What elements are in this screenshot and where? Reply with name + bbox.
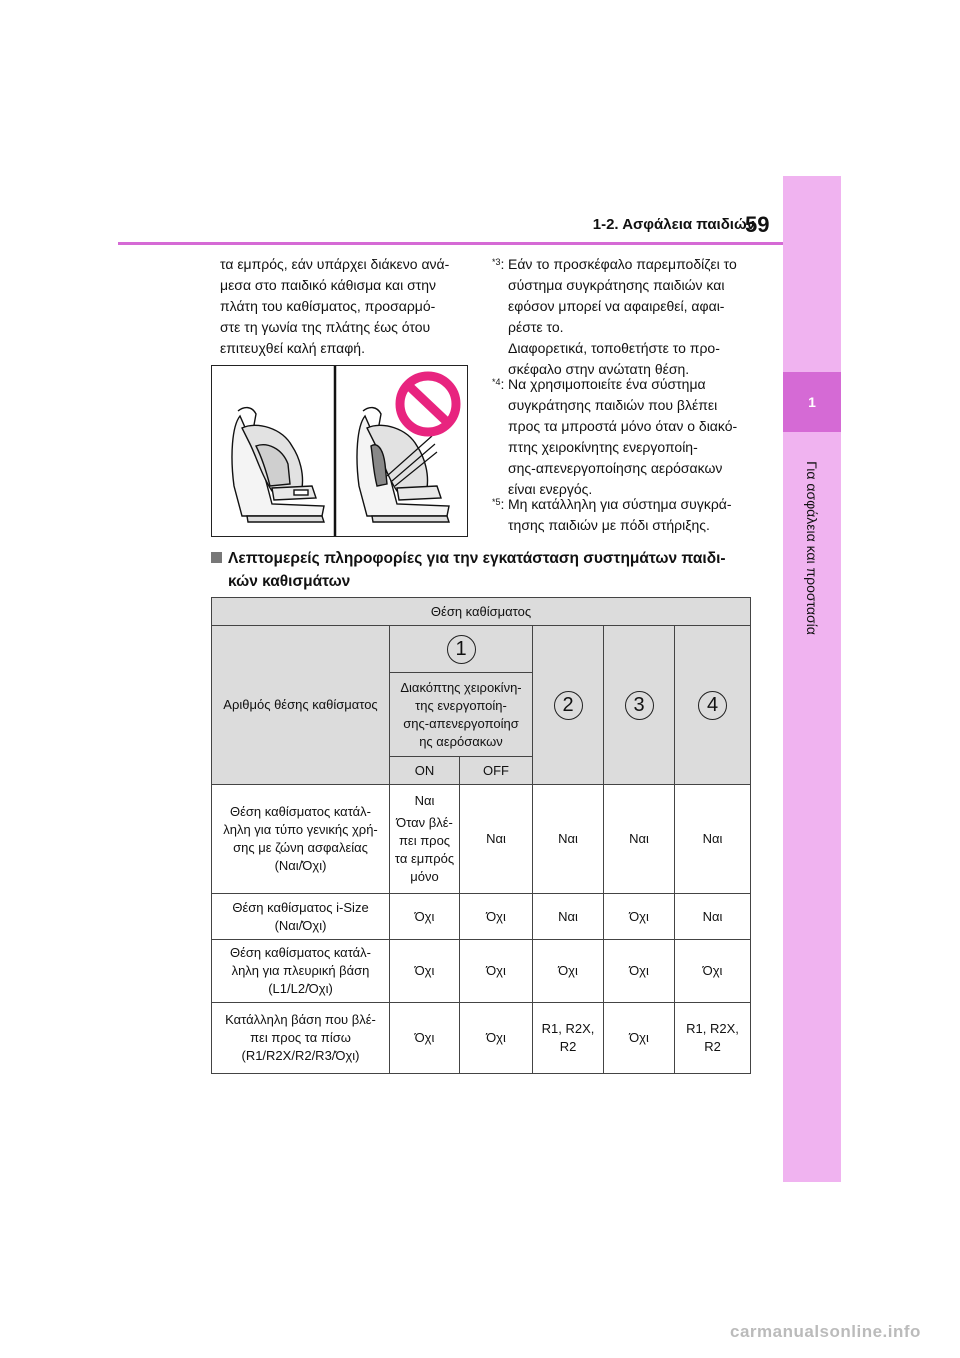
heading-line: κών καθισμάτων	[228, 573, 351, 590]
text-line: ρέστε το.	[508, 319, 564, 335]
chapter-number: 1	[783, 372, 841, 432]
prohibited-sign-icon	[400, 376, 456, 432]
text-line: σης-απενεργοποίησης αερόσακων	[508, 460, 723, 476]
row-label: Θέση καθίσματος κατάλ- ληλη για πλευρική βάση (L1/L2/Όχι)	[212, 940, 390, 1003]
cell-seat-3: Όχι	[604, 940, 675, 1003]
cell-off: Όχι	[460, 894, 533, 940]
cell-seat-2: R1, R2X, R2	[533, 1003, 604, 1074]
cell-seat-2: Όχι	[533, 940, 604, 1003]
text-line: εφόσον μπορεί να αφαιρεθεί, αφαι-	[508, 298, 725, 314]
section-title: 1-2. Ασφάλεια παιδιών	[592, 216, 755, 233]
off-label: OFF	[460, 757, 533, 785]
cell-seat-4: Ναι	[675, 785, 751, 894]
footnote-4: $^{*4}$: Να χρησιμοποιείτε ένα σύστημα συγκράτησης παιδιών που βλέπει προς τα μπροστά μόνο όταν ο διακό- πτης χειροκίνητης ενεργοποίη- σης-απενεργοποίησης αερόσακων είναι ενεργός.	[492, 374, 752, 504]
seat-4-number: 4	[698, 691, 727, 720]
table-row	[212, 894, 751, 940]
footnote-number: 3	[495, 257, 501, 267]
chapter-title-vertical: Για ασφάλεια και προστασία	[804, 461, 820, 635]
seat-3-number: 3	[625, 691, 654, 720]
cell-on: Όχι	[390, 940, 460, 1003]
cell-seat-3: Όχι	[604, 894, 675, 940]
cell-seat-4: R1, R2X, R2	[675, 1003, 751, 1074]
seat-4-cell	[675, 626, 751, 785]
seat-2-cell	[533, 626, 604, 785]
seat-correct-icon	[232, 408, 324, 522]
table-row	[212, 1003, 751, 1074]
text-line: Εάν το προσκέφαλο παρεμποδίζει το	[508, 256, 737, 272]
seat-1-cell	[390, 626, 533, 673]
on-label: ON	[390, 757, 460, 785]
seat-number-label: Αριθμός θέσης καθίσματος	[212, 626, 390, 785]
text-line: σκέφαλο στην ανώτατη θέση.	[508, 361, 690, 377]
text-line: στε τη γωνία της πλάτης έως ότου	[220, 319, 431, 335]
text-line: Μη κατάλληλη για σύστημα συγκρά-	[508, 496, 732, 512]
section-heading	[211, 547, 756, 593]
text-line: τα εμπρός, εάν υπάρχει διάκενο ανά-	[220, 256, 450, 272]
row-label: Θέση καθίσματος i-Size (Ναι/Όχι)	[212, 894, 390, 940]
text-line: είναι ενεργός.	[508, 481, 593, 497]
page-number: 59	[745, 212, 770, 237]
cell-off: Όχι	[460, 1003, 533, 1074]
table-row	[212, 940, 751, 1003]
footer-watermark: carmanualsonline.info	[730, 1322, 921, 1341]
text-line: επιτευχθεί καλή επαφή.	[220, 340, 365, 356]
text-line: πλάτη του καθίσματος, προσαρμό-	[220, 298, 436, 314]
cell-seat-2: Ναι	[533, 894, 604, 940]
text-line: τησης παιδιών με πόδι στήριξης.	[508, 517, 710, 533]
cell-seat-3: Όχι	[604, 1003, 675, 1074]
airbag-switch-label: Διακόπτης χειροκίνη- της ενεργοποίη- σης-απενεργοποίησ ης αερόσακων	[390, 673, 533, 757]
row-label: Θέση καθίσματος κατάλ- ληλη για τύπο γενικής χρή- σης με ζώνη ασφαλείας (Ναι/Όχι)	[212, 785, 390, 894]
cell-seat-2: Ναι	[533, 785, 604, 894]
text-line: σύστημα συγκράτησης παιδιών και	[508, 277, 725, 293]
seat-installation-table	[211, 597, 751, 1074]
text-line: μεσα στο παιδικό κάθισμα και στην	[220, 277, 437, 293]
text-line: συγκράτησης παιδιών που βλέπει	[508, 397, 718, 413]
seat-2-number: 2	[554, 691, 583, 720]
cell-off: Όχι	[460, 940, 533, 1003]
cell-seat-4: Όχι	[675, 940, 751, 1003]
table-title: Θέση καθίσματος	[212, 598, 751, 626]
seat-1-number: 1	[447, 635, 476, 664]
footnote-number: 5	[495, 497, 501, 507]
chapter-side-tab	[783, 176, 841, 1182]
cell-seat-4: Ναι	[675, 894, 751, 940]
intro-paragraph	[220, 254, 470, 359]
square-bullet-icon	[211, 552, 222, 563]
seat-3-cell	[604, 626, 675, 785]
footnote-5: $^{*5}$: Μη κατάλληλη για σύστημα συγκρά- τησης παιδιών με πόδι στήριξης.	[492, 494, 752, 538]
header-rule	[118, 242, 783, 245]
child-seat-illustration	[211, 365, 468, 537]
text-line: πτης χειροκίνητης ενεργοποίη-	[508, 439, 698, 455]
cell-off: Ναι	[460, 785, 533, 894]
footnote-3: $^{*3}$: Εάν το προσκέφαλο παρεμποδίζει το σύστημα συγκράτησης παιδιών και εφόσον μπορεί να αφαιρεθεί, αφαι- ρέστε το. Διαφορετικά, τοποθετήστε το προ- σκέφαλο στην ανώτατη θέση.	[492, 254, 752, 384]
cell-on: Ναι Όταν βλέ- πει προς τα εμπρός μόνο	[390, 785, 460, 894]
text-line: Να χρησιμοποιείτε ένα σύστημα	[508, 376, 706, 392]
footnote-number: 4	[495, 377, 501, 387]
cell-seat-3: Ναι	[604, 785, 675, 894]
cell-on: Όχι	[390, 1003, 460, 1074]
heading-line: Λεπτομερείς πληροφορίες για την εγκατάσταση συστημάτων παιδι-	[228, 550, 726, 567]
cell-on: Όχι	[390, 894, 460, 940]
text-line: προς τα μπροστά μόνο όταν ο διακό-	[508, 418, 738, 434]
text-line: Διαφορετικά, τοποθετήστε το προ-	[508, 340, 720, 356]
table-row	[212, 785, 751, 894]
row-label: Κατάλληλη βάση που βλέ- πει προς τα πίσω (R1/R2X/R2/R3/Όχι)	[212, 1003, 390, 1074]
child-seat-drawing	[212, 366, 467, 536]
